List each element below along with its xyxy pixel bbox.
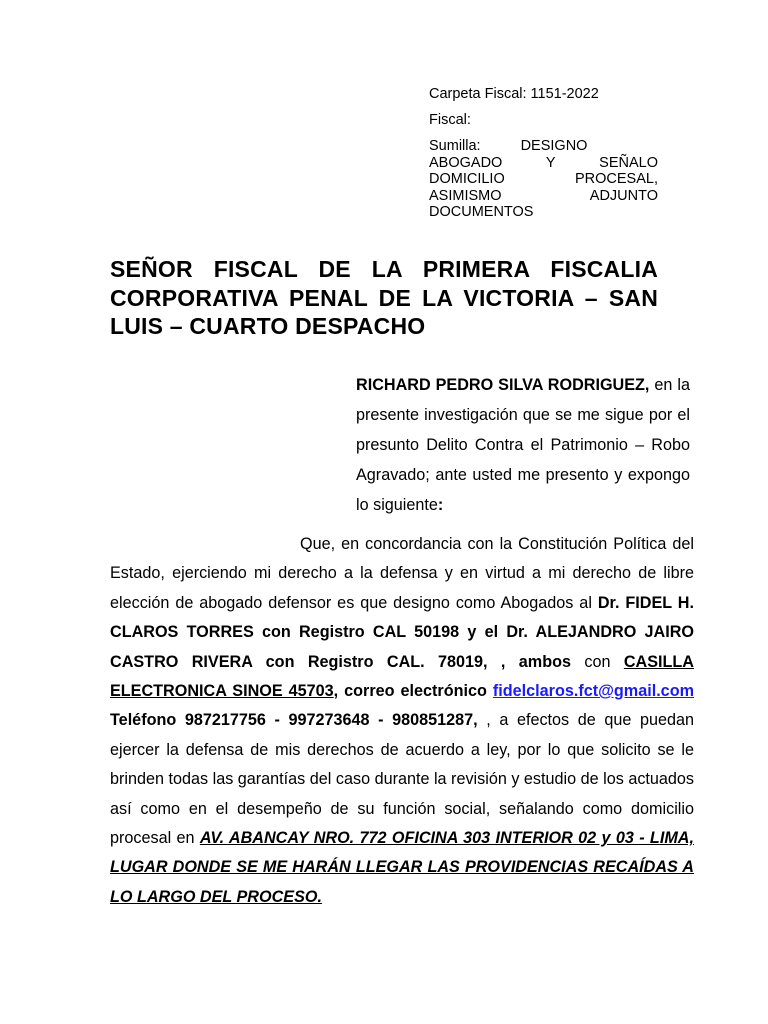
correo-label: , correo electrónico: [333, 682, 493, 701]
petitioner-text: en la presente investigación que se me sigue por el presunto Delito Contra el Patrimonio – Robo Agravado; ante usted me presento y expongo lo siguiente: [356, 376, 691, 514]
body-rest: , a efectos de que puedan ejercer la defensa de mis derechos de acuerdo a ley, por lo que solicito se le brinden todas las garantías del caso durante la revisión y estudio de los actuados así como en el desempeño de su función social, señalando como domicilio procesal en: [110, 711, 695, 848]
body-intro: Que, en concordancia con la Constitución Política del Estado, ejerciendo mi derecho a la defensa y en virtud a mi derecho de libre elección de abogado defensor es que designo como Abogados al: [110, 535, 694, 612]
body-con: con: [570, 652, 624, 671]
summary: [429, 138, 658, 221]
prosecutor-label: Fiscal:: [429, 112, 471, 128]
summary-label: Sumilla:: [429, 138, 481, 154]
procesal-address: AV. ABANCAY NRO. 772 OFICINA 303 INTERIOR 02 y 03 - LIMA, LUGAR DONDE SE ME HARÁN LLEGAR LAS PROVIDENCIAS RECAÍDAS A LO LARGO DEL PROCESO.: [110, 829, 694, 906]
phone-numbers: Teléfono 987217756 - 997273648 - 980851287,: [110, 711, 478, 730]
petitioner-block: [356, 370, 690, 520]
case-file-number: Carpeta Fiscal: 1151-2022: [429, 86, 599, 102]
summary-text: DESIGNO ABOGADO Y SEÑALO DOMICILIO PROCESAL, ASIMISMO ADJUNTO DOCUMENTOS: [429, 138, 658, 221]
petitioner-name: RICHARD PEDRO SILVA RODRIGUEZ,: [356, 376, 650, 394]
petitioner-colon: :: [437, 496, 444, 514]
case-header: [429, 86, 658, 221]
casilla-electronica: CASILLA ELECTRONICA SINOE 45703: [110, 652, 694, 701]
addressee-heading: SEÑOR FISCAL DE LA PRIMERA FISCALIA CORPORATIVA PENAL DE LA VICTORIA – SAN LUIS – CUARTO DESPACHO: [110, 256, 658, 339]
lawyers-names: Dr. FIDEL H. CLAROS TORRES con Registro CAL 50198 y el Dr. ALEJANDRO JAIRO CASTRO RIVERA con Registro CAL. 78019, , ambos: [110, 593, 694, 671]
email-link[interactable]: fidelclaros.fct@gmail.com: [492, 682, 694, 701]
body-paragraph: [110, 530, 694, 912]
